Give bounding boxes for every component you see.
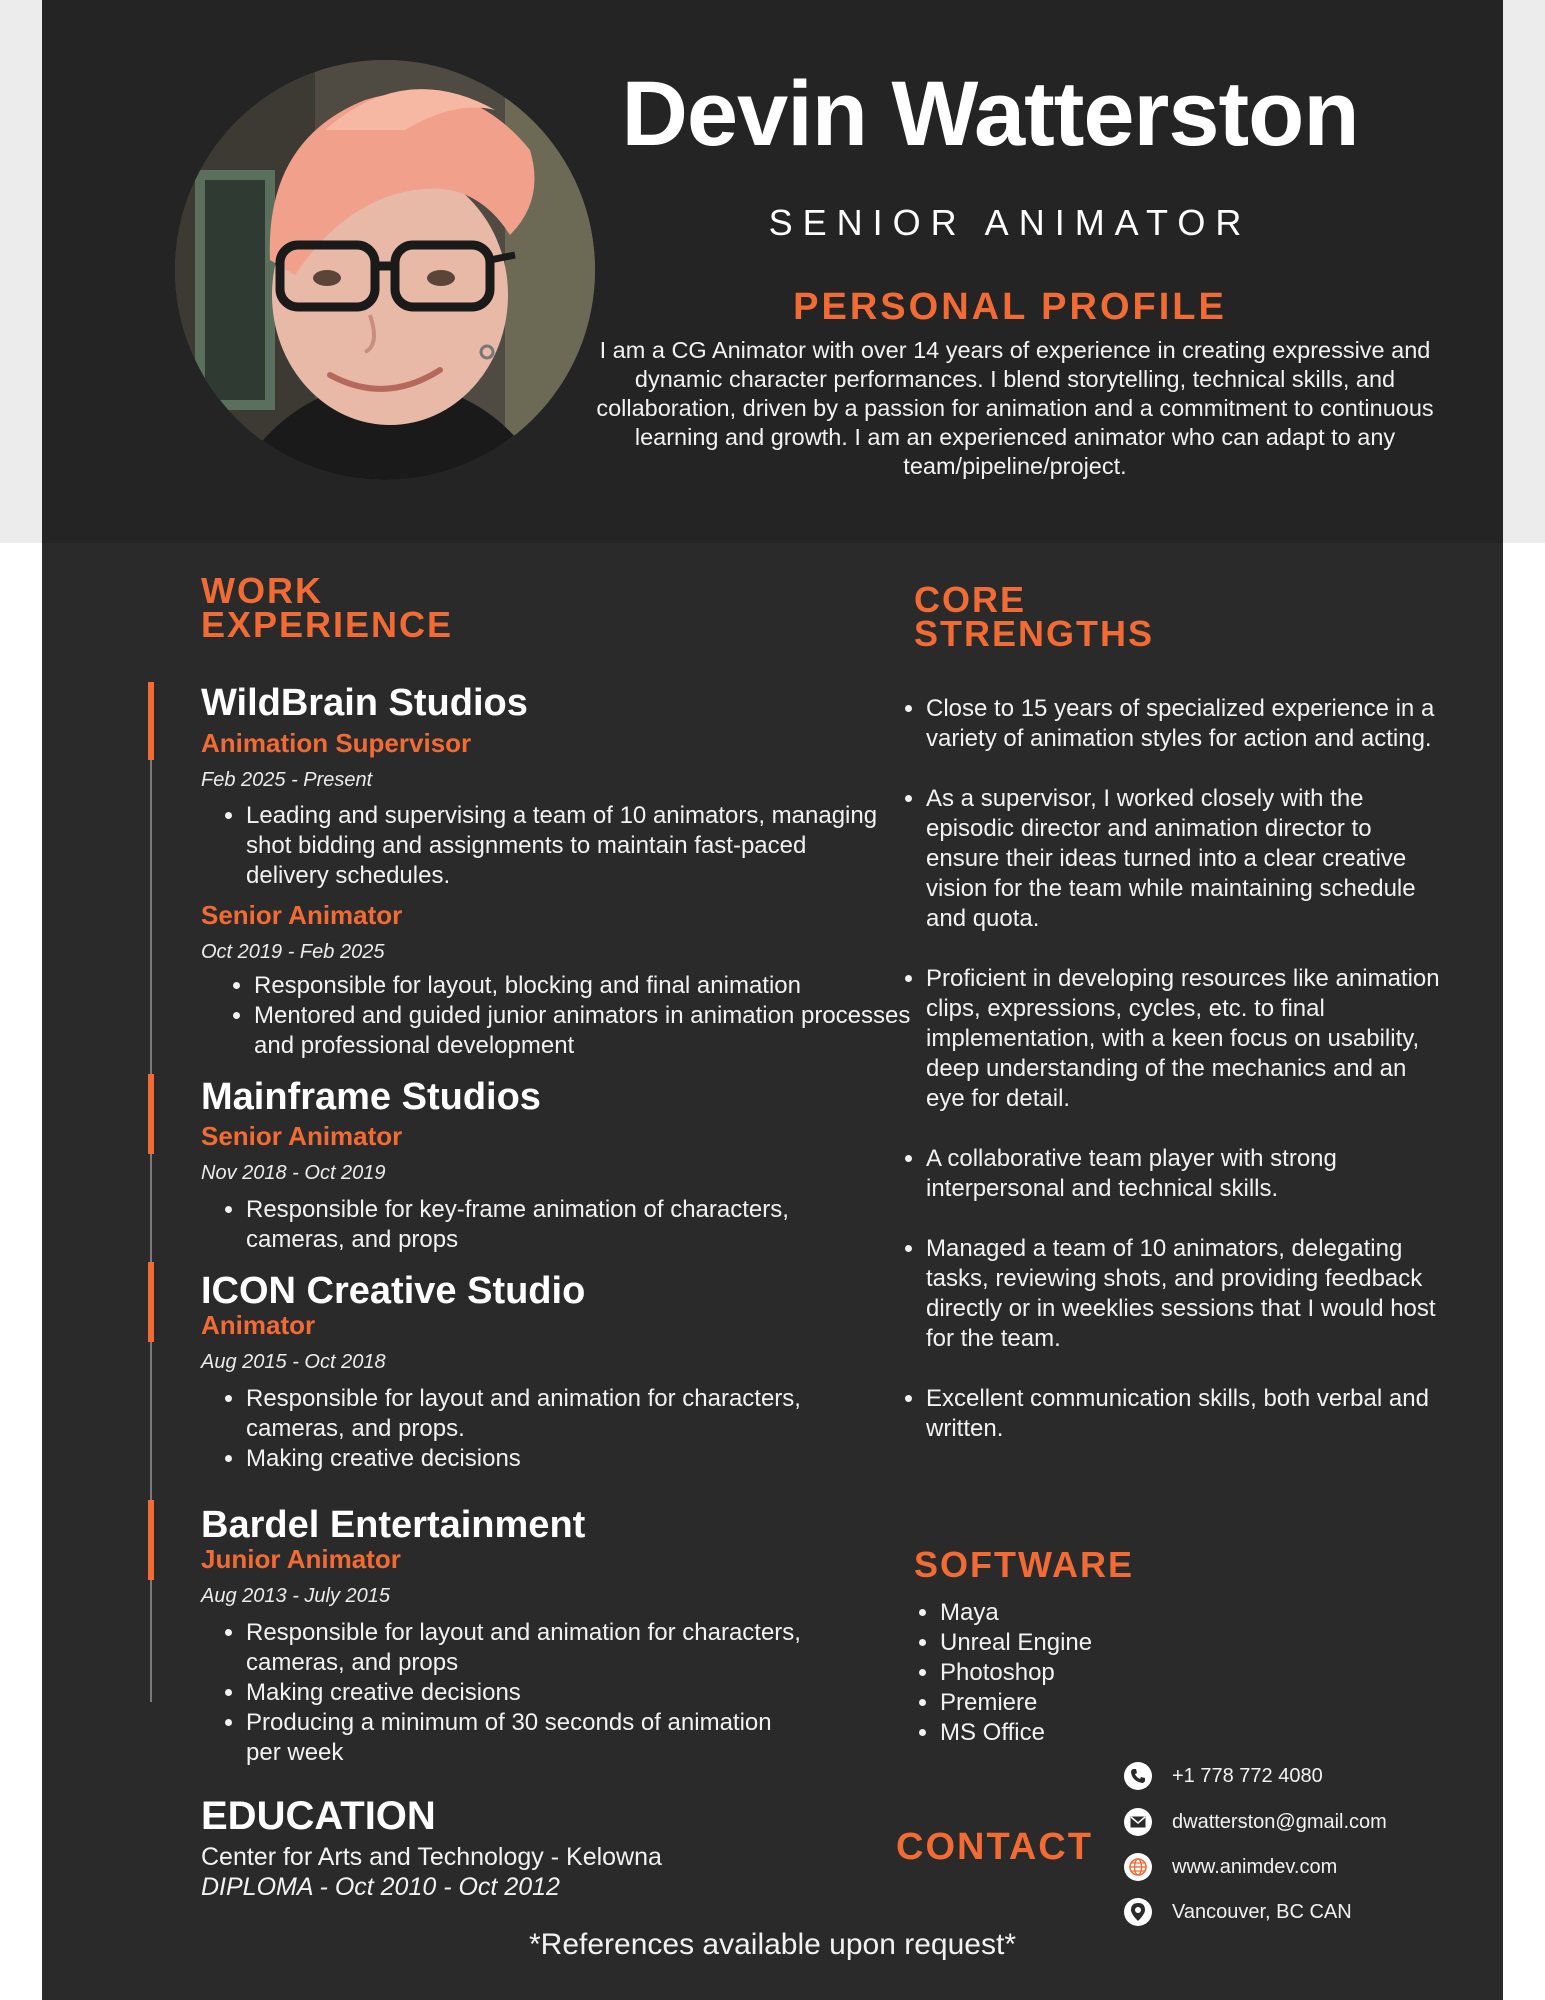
personal-profile-heading: PERSONAL PROFILE (793, 286, 1227, 328)
location-pin-icon (1124, 1898, 1152, 1926)
job-role: Animation Supervisor (201, 728, 472, 758)
company-name: ICON Creative Studio (201, 1270, 586, 1312)
location-text: Vancouver, BC CAN (1172, 1900, 1352, 1923)
phone-number: +1 778 772 4080 (1172, 1764, 1323, 1787)
page-margin-right (1503, 543, 1545, 2000)
job-dates: Feb 2025 - Present (201, 769, 373, 791)
contact-heading: CONTACT (896, 1826, 1093, 1868)
software-item: • MS Office (940, 1718, 1092, 1748)
strengths-heading-line2: STRENGTHS (914, 613, 1155, 654)
job-role: Animator (201, 1310, 316, 1340)
software-heading: SOFTWARE (914, 1544, 1134, 1585)
job-bullet: • Mentored and guided junior animators in animation processes and professional development (254, 1001, 914, 1061)
profile-photo (175, 60, 595, 480)
work-heading-line1: WORK (201, 570, 323, 611)
job-dates: Aug 2015 - Oct 2018 (201, 1351, 386, 1373)
job-dates: Aug 2013 - July 2015 (201, 1585, 391, 1607)
work-heading-line2: EXPERIENCE (201, 604, 454, 645)
strength-item: • Managed a team of 10 animators, delegating tasks, reviewing shots, and providing feedback directly or in weeklies sessions that I would host for the team. (926, 1234, 1446, 1354)
strength-item: • As a supervisor, I worked closely with the episodic director and animation director to ensure their ideas turned into a clear creative vision for the team while maintaining schedule and quota. (926, 784, 1446, 934)
job-bullet: • Responsible for key-frame animation of characters, cameras, and props (246, 1195, 806, 1255)
software-list (906, 1598, 1092, 1748)
strengths-heading-line1: CORE (914, 579, 1027, 620)
software-item: • Premiere (940, 1688, 1092, 1718)
software-item: • Unreal Engine (940, 1628, 1092, 1658)
job-bullet: • Making creative decisions (246, 1678, 806, 1708)
strength-item: • Close to 15 years of specialized experience in a variety of animation styles for action and acting. (926, 694, 1446, 754)
timeline-marker (148, 1500, 154, 1580)
education-detail: DIPLOMA - Oct 2010 - Oct 2012 (201, 1873, 560, 1901)
job-dates: Nov 2018 - Oct 2019 (201, 1162, 386, 1184)
core-strengths-list (892, 694, 1446, 1474)
job-dates: Oct 2019 - Feb 2025 (201, 941, 385, 963)
contact-location (1124, 1898, 1352, 1926)
job-bullet: • Leading and supervising a team of 10 animators, managing shot bidding and assignments to maintain fast-paced delivery schedules. (246, 801, 886, 891)
job-bullets (212, 971, 914, 1061)
contact-website (1124, 1853, 1337, 1881)
job-title: SENIOR ANIMATOR (768, 202, 1252, 243)
company-name: WildBrain Studios (201, 682, 528, 724)
email-icon (1124, 1808, 1152, 1836)
candidate-name: Devin Watterston (621, 63, 1359, 165)
references-note: *References available upon request* (529, 1928, 1016, 1961)
job-bullets (204, 801, 886, 891)
personal-profile-text: I am a CG Animator with over 14 years of experience in creating expressive and dynamic character performances. I blend storytelling, technical skills, and collaboration, driven by a passion for animation and a commitment to continuous learning and growth. I am an experienced animator who can adapt to any team/pipeline/project. (596, 337, 1434, 479)
email-address[interactable]: dwatterston@gmail.com (1172, 1810, 1387, 1833)
phone-icon (1124, 1762, 1152, 1790)
job-bullet: • Producing a minimum of 30 seconds of animation per week (246, 1708, 806, 1768)
job-role: Junior Animator (201, 1544, 401, 1574)
job-bullet: • Responsible for layout and animation for characters, cameras, and props (246, 1618, 806, 1678)
software-item: • Photoshop (940, 1658, 1092, 1688)
job-bullet: • Responsible for layout and animation for characters, cameras, and props. (246, 1384, 806, 1444)
work-experience-heading (201, 570, 454, 645)
globe-icon (1124, 1853, 1152, 1881)
education-heading: EDUCATION (201, 1794, 436, 1838)
software-item: • Maya (940, 1598, 1092, 1628)
job-bullets (204, 1618, 806, 1768)
job-role: Senior Animator (201, 900, 403, 930)
education-school: Center for Arts and Technology - Kelowna (201, 1843, 662, 1871)
job-bullets (204, 1384, 806, 1474)
portrait-illustration (175, 60, 595, 480)
contact-email (1124, 1808, 1387, 1836)
company-name: Bardel Entertainment (201, 1504, 586, 1546)
timeline-marker (148, 682, 154, 760)
job-role: Senior Animator (201, 1121, 403, 1151)
job-bullets (204, 1195, 806, 1255)
website-url[interactable]: www.animdev.com (1172, 1855, 1338, 1878)
job-bullet: • Responsible for layout, blocking and final animation (254, 971, 914, 1001)
strength-item: • Proficient in developing resources like animation clips, expressions, cycles, etc. to final implementation, with a keen focus on usability, deep understanding of the mechanics and an eye for detail. (926, 964, 1446, 1114)
core-strengths-heading (914, 579, 1155, 654)
company-name: Mainframe Studios (201, 1076, 541, 1118)
job-bullet: • Making creative decisions (246, 1444, 806, 1474)
strength-item: • Excellent communication skills, both verbal and written. (926, 1384, 1446, 1444)
contact-phone (1124, 1762, 1323, 1790)
strength-item: • A collaborative team player with strong interpersonal and technical skills. (926, 1144, 1446, 1204)
timeline-marker (148, 1074, 154, 1154)
timeline-marker (148, 1262, 154, 1342)
